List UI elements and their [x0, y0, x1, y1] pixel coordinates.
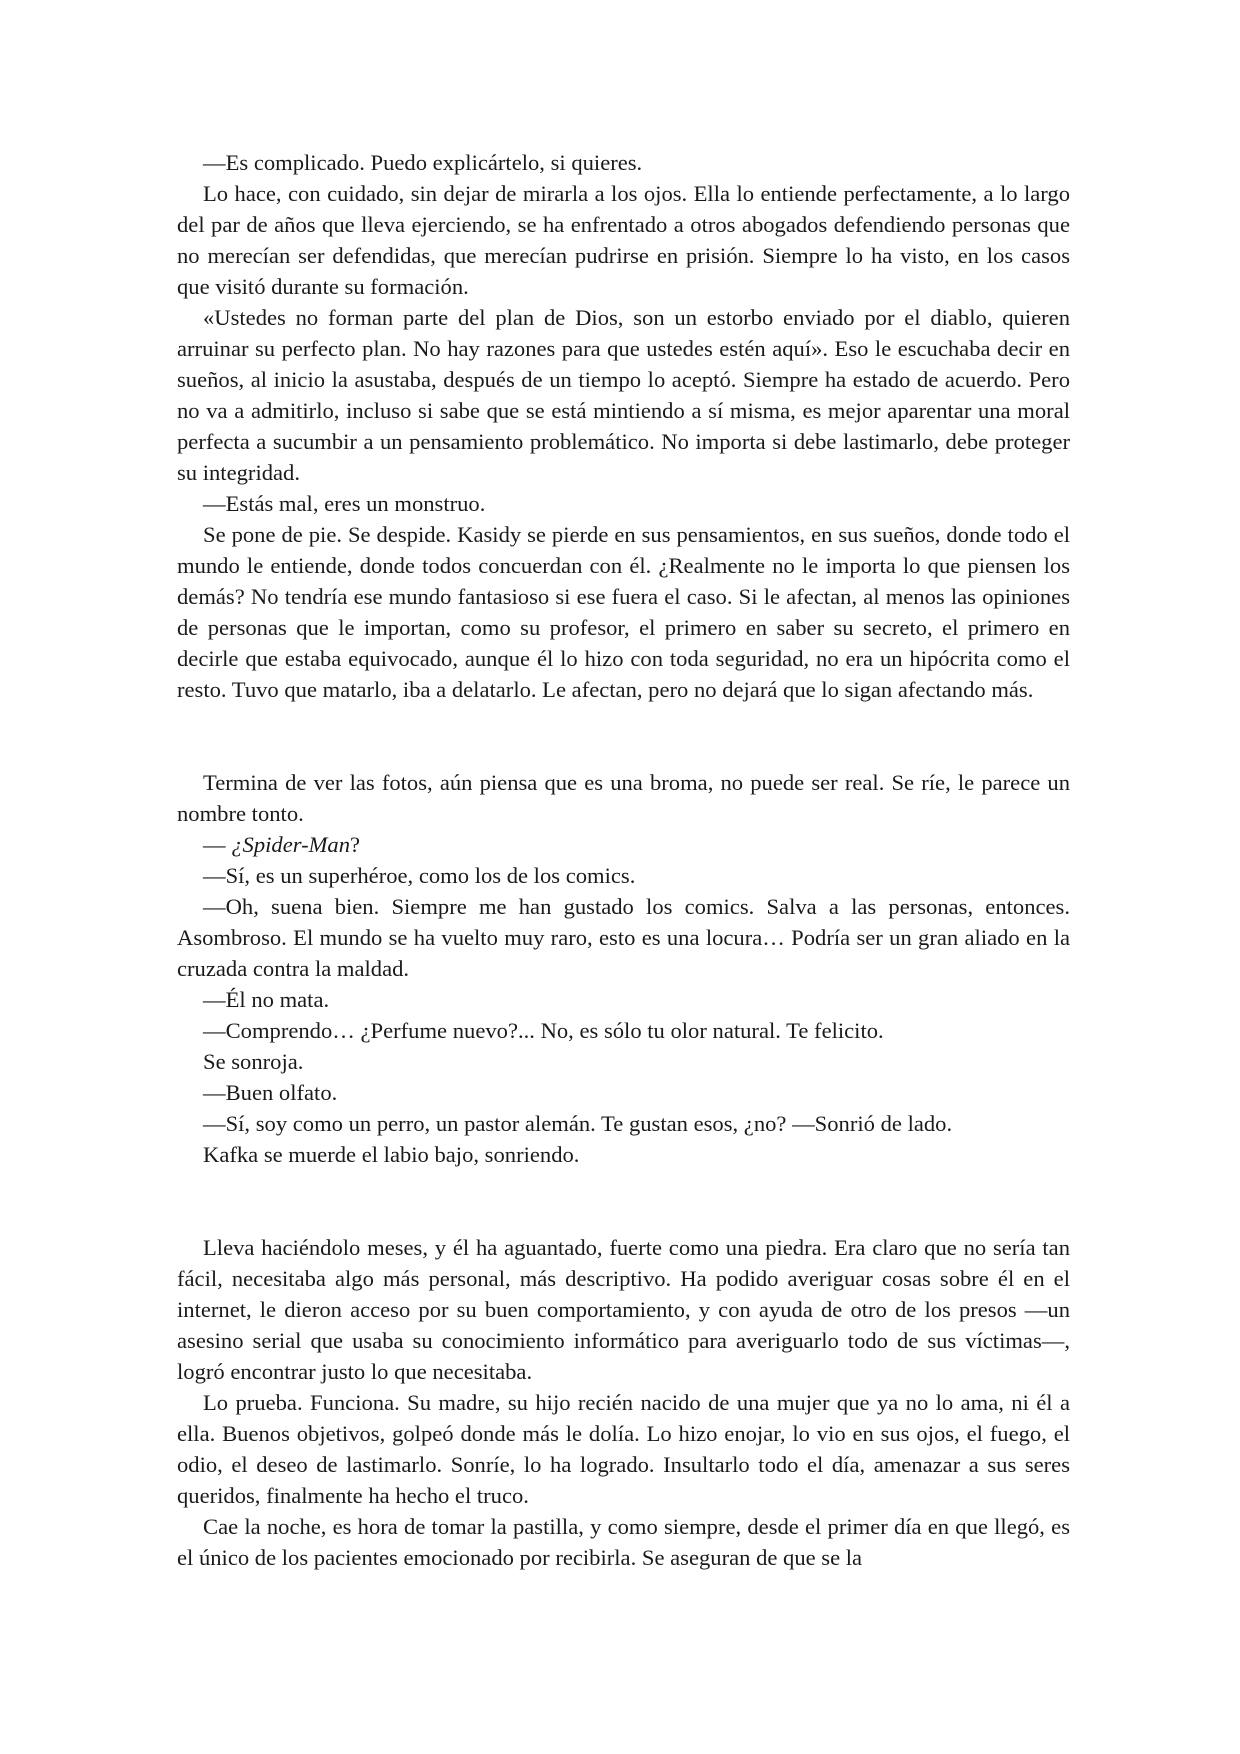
paragraph: —Sí, soy como un perro, un pastor alemán. Te gustan esos, ¿no? —Sonrió de lado.: [203, 1111, 953, 1136]
question-suffix: ?: [350, 832, 361, 857]
paragraph: —Buen olfato.: [203, 1080, 338, 1105]
dash-prefix: —: [203, 832, 232, 857]
paragraph: —Oh, suena bien. Siempre me han gustado los comics. Salva a las personas, entonces. Asombroso. El mundo se ha vuelto muy raro, esto es una locura… Podría ser un gran aliado en la cruzada contra la maldad.: [177, 894, 1070, 981]
paragraph: Cae la noche, es hora de tomar la pastilla, y como siempre, desde el primer día en que llegó, es el único de los pacientes emocionado por recibirla. Se aseguran de que se la: [177, 1514, 1070, 1570]
paragraph: Se sonroja.: [203, 1049, 304, 1074]
paragraph: —Estás mal, eres un monstruo.: [203, 491, 486, 516]
paragraph: Termina de ver las fotos, aún piensa que es una broma, no puede ser real. Se ríe, le parece un nombre tonto.: [177, 770, 1070, 826]
body-text: [177, 147, 1070, 1573]
paragraph: —Es complicado. Puedo explicártelo, si quieres.: [203, 150, 643, 175]
paragraph: Lleva haciéndolo meses, y él ha aguantado, fuerte como una piedra. Era claro que no sería tan fácil, necesitaba algo más personal, más descriptivo. Ha podido averiguar cosas sobre él en el internet, le dieron acceso por su buen comportamiento, y con ayuda de otro de los presos —un asesino serial que usaba su conocimiento informático para averiguarlo todo de sus víctimas—, logró encontrar justo lo que necesitaba.: [177, 1235, 1070, 1384]
section-2: [177, 767, 1070, 1170]
section-1: [177, 147, 1070, 705]
italic-title: ¿Spider-Man: [231, 832, 351, 857]
paragraph: «Ustedes no forman parte del plan de Dios, son un estorbo enviado por el diablo, quieren arruinar su perfecto plan. No hay razones para que ustedes estén aquí». Eso le escuchaba decir en sueños, al inicio la asustaba, después de un tiempo lo aceptó. Siempre ha estado de acuerdo. Pero no va a admitirlo, incluso si sabe que se está mintiendo a sí misma, es mejor aparentar una moral perfecta a sucumbir a un pensamiento problemático. No importa si debe lastimarlo, debe proteger su integridad.: [177, 305, 1070, 485]
paragraph: Lo hace, con cuidado, sin dejar de mirarla a los ojos. Ella lo entiende perfectamente, a lo largo del par de años que lleva ejerciendo, se ha enfrentado a otros abogados defendiendo personas que no merecían ser defendidas, que merecían pudrirse en prisión. Siempre lo ha visto, en los casos que visitó durante su formación.: [177, 181, 1070, 299]
paragraph: —Sí, es un superhéroe, como los de los comics.: [203, 863, 636, 888]
section-3: [177, 1232, 1070, 1573]
paragraph: —Él no mata.: [203, 987, 330, 1012]
paragraph: Lo prueba. Funciona. Su madre, su hijo recién nacido de una mujer que ya no lo ama, ni él a ella. Buenos objetivos, golpeó donde más le dolía. Lo hizo enojar, lo vio en sus ojos, el fuego, el odio, el deseo de lastimarlo. Sonríe, lo ha logrado. Insultarlo todo el día, amenazar a sus seres queridos, finalmente ha hecho el truco.: [177, 1390, 1070, 1508]
paragraph-spider-man: [177, 829, 1070, 860]
paragraph: Se pone de pie. Se despide. Kasidy se pierde en sus pensamientos, en sus sueños, donde todo el mundo le entiende, donde todos concuerdan con él. ¿Realmente no le importa lo que piensen los demás? No tendría ese mundo fantasioso si ese fuera el caso. Si le afectan, al menos las opiniones de personas que le importan, como su profesor, el primero en saber su secreto, el primero en decirle que estaba equivocado, aunque él lo hizo con toda seguridad, no era un hipócrita como el resto. Tuvo que matarlo, iba a delatarlo. Le afectan, pero no dejará que lo sigan afectando más.: [177, 522, 1070, 702]
paragraph: Kafka se muerde el labio bajo, sonriendo.: [203, 1142, 580, 1167]
paragraph: —Comprendo… ¿Perfume nuevo?... No, es sólo tu olor natural. Te felicito.: [203, 1018, 884, 1043]
